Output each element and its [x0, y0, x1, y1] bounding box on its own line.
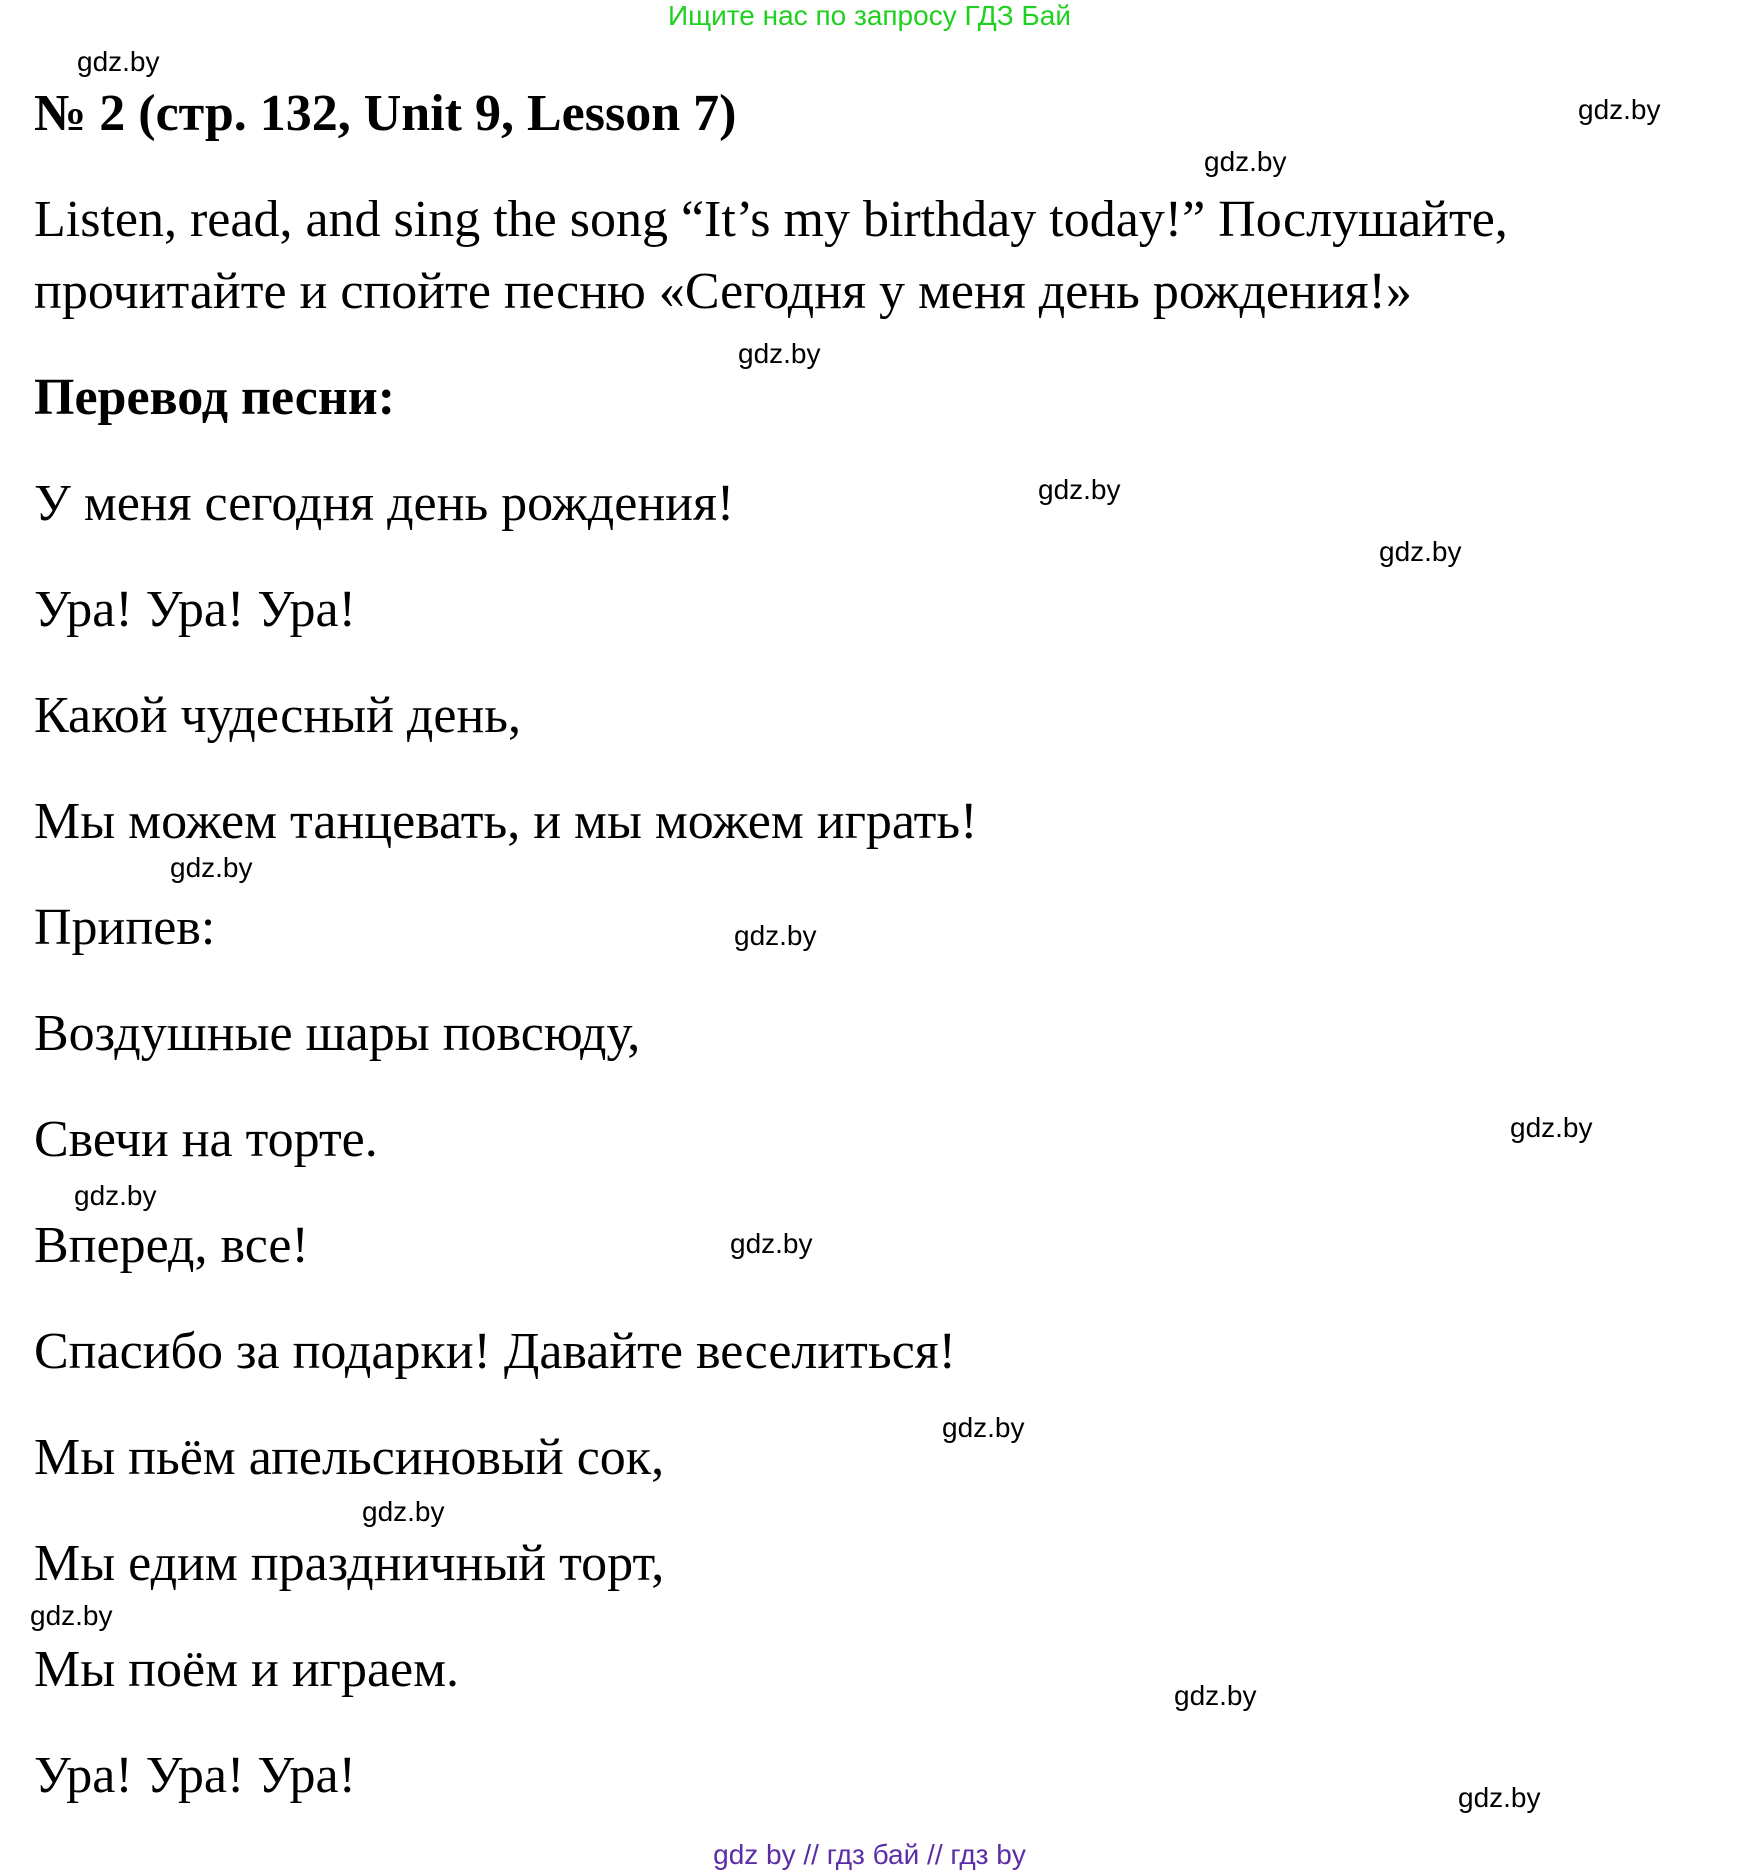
top-banner: Ищите нас по запросу ГДЗ Бай	[667, 0, 1072, 31]
song-line: Мы поём и играем.	[34, 1641, 460, 1698]
watermark: gdz.by	[74, 1180, 157, 1211]
watermark: gdz.by	[77, 46, 160, 77]
song-line: Ура! Ура! Ура!	[34, 581, 356, 638]
watermark: gdz.by	[1578, 94, 1661, 125]
watermark: gdz.by	[1379, 536, 1462, 567]
watermark: gdz.by	[730, 1228, 813, 1259]
song-line: Спасибо за подарки! Давайте веселиться!	[34, 1323, 956, 1380]
song-line: Мы можем танцевать, и мы можем играть!	[34, 793, 978, 850]
instruction-line-1: Listen, read, and sing the song “It’s my birthday today!” Послушайте,	[34, 191, 1508, 248]
watermark: gdz.by	[942, 1412, 1025, 1443]
watermark: gdz.by	[1458, 1782, 1541, 1813]
watermark: gdz.by	[1174, 1680, 1257, 1711]
instruction-line-2: прочитайте и спойте песню «Сегодня у меня день рождения!»	[34, 263, 1412, 320]
song-line: Припев:	[34, 899, 216, 956]
song-line: Мы едим праздничный торт,	[34, 1535, 665, 1592]
watermark: gdz.by	[170, 852, 253, 883]
song-line: Какой чудесный день,	[34, 687, 521, 744]
section-heading: Перевод песни:	[34, 369, 396, 426]
footer: gdz by // гдз бай // гдз by	[713, 1839, 1026, 1870]
watermark: gdz.by	[738, 338, 821, 369]
watermark: gdz.by	[734, 920, 817, 951]
song-line: Мы пьём апельсиновый сок,	[34, 1429, 665, 1486]
watermark: gdz.by	[1038, 474, 1121, 505]
song-line: Свечи на торте.	[34, 1111, 378, 1168]
watermark: gdz.by	[1204, 146, 1287, 177]
song-line: Воздушные шары повсюду,	[34, 1005, 641, 1062]
watermark: gdz.by	[30, 1600, 113, 1631]
song-line: Вперед, все!	[34, 1217, 309, 1274]
song-line: Ура! Ура! Ура!	[34, 1747, 356, 1804]
watermark: gdz.by	[362, 1496, 445, 1527]
page-title: № 2 (стр. 132, Unit 9, Lesson 7)	[34, 85, 737, 142]
song-line: У меня сегодня день рождения!	[34, 475, 735, 532]
watermark: gdz.by	[1510, 1112, 1593, 1143]
